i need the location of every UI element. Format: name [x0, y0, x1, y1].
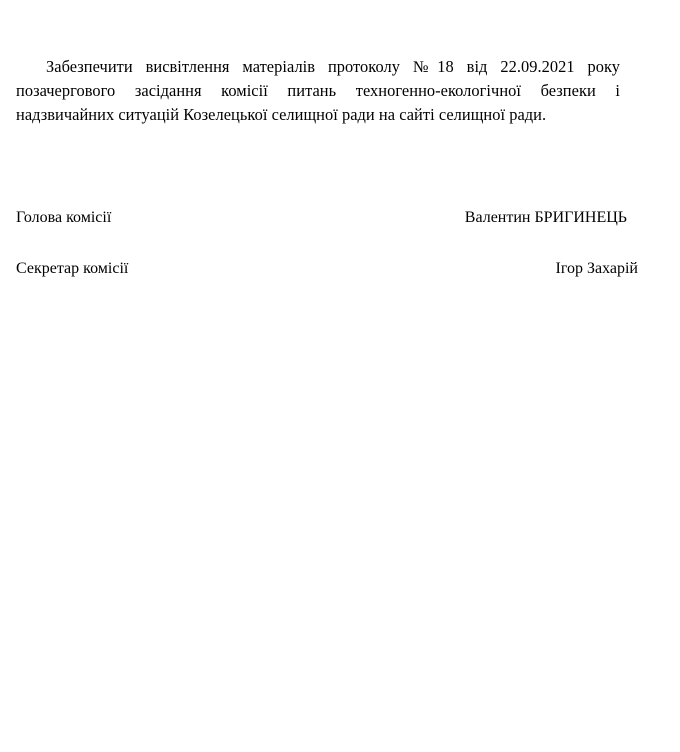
- secretary-title: Секретар комісії: [16, 260, 129, 277]
- secretary-signature-row: [16, 259, 638, 279]
- chair-name: Валентин БРИГИНЕЦЬ: [464, 209, 627, 226]
- chair-signature-row: [16, 208, 638, 228]
- secretary-name: Ігор Захарій: [555, 260, 638, 277]
- resolution-paragraph: Забезпечити висвітлення матеріалів протоколу №18 від 22.09.2021 року позачергового засідання комісії питань техногенно-екологічної безпеки і надзвичайних ситуацій Козелецької селищної ради на сайті селищної ради.: [16, 57, 620, 124]
- chair-title: Голова комісії: [16, 209, 112, 226]
